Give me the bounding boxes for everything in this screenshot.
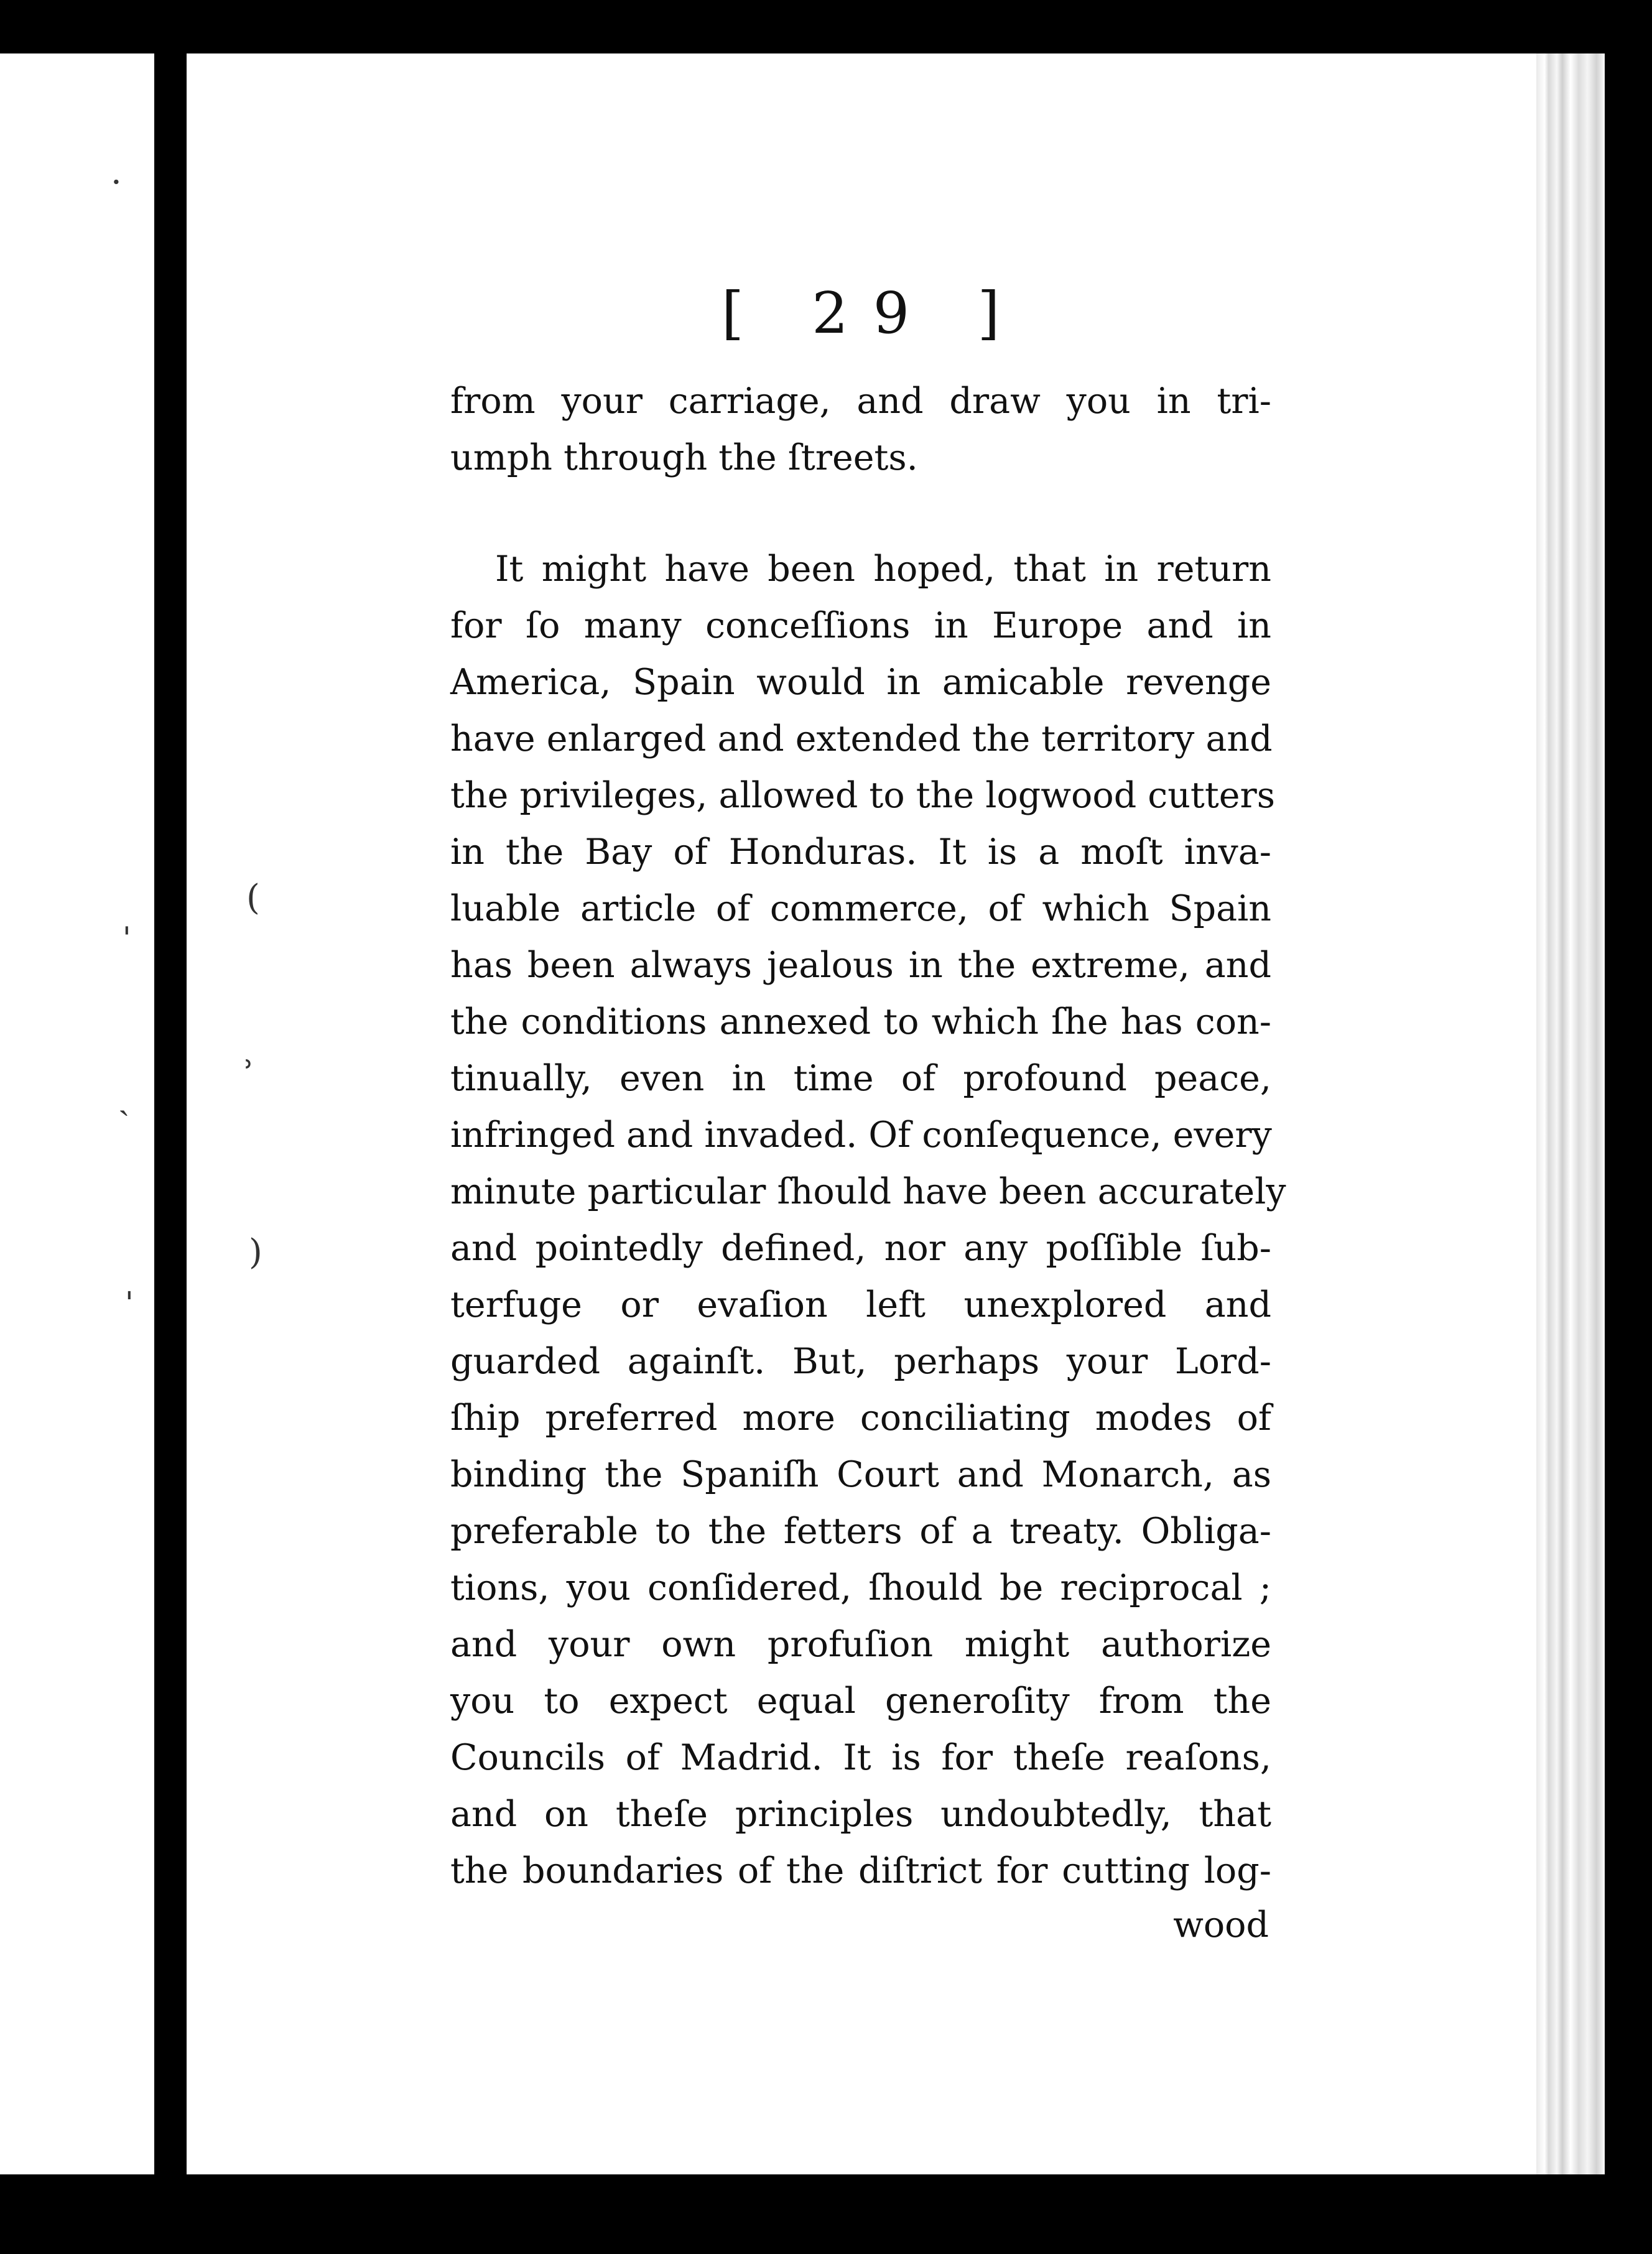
- ink-speck: ˈ: [122, 921, 132, 962]
- text-line: Councils of Madrid. It is for theſe reaſons,: [450, 1737, 1271, 1778]
- text-line: have enlarged and extended the territory and: [450, 718, 1273, 759]
- text-line: terfuge or evaſion left unexplored and: [450, 1284, 1271, 1325]
- text-line: America, Spain would in amicable revenge: [450, 662, 1271, 703]
- ink-speck: ˌ: [124, 1263, 134, 1304]
- text-line: tinually, even in time of profound peace,: [450, 1058, 1271, 1099]
- text-line: luable article of commerce, of which Spain: [450, 888, 1271, 929]
- text-line: the conditions annexed to which ſhe has con-: [450, 1001, 1271, 1042]
- text-line: tions, you conſidered, ſhould be reciprocal ;: [450, 1567, 1271, 1608]
- text-line: and on theſe principles undoubtedly, that: [450, 1794, 1271, 1835]
- text-line: It might have been hoped, that in return: [495, 549, 1271, 590]
- page-number: [ 29 ]: [722, 280, 1025, 346]
- paragraph-2: [450, 541, 1286, 1899]
- book-gutter: [154, 53, 187, 2174]
- text-line: for ſo many conceſſions in Europe and in: [450, 605, 1271, 646]
- page-edges: [1536, 53, 1605, 2174]
- text-line: has been always jealous in the extreme, and: [450, 945, 1271, 986]
- text-line: and your own profuſion might authorize: [450, 1624, 1271, 1665]
- text-line: ſhip preferred more conciliating modes of: [450, 1398, 1271, 1439]
- ink-speck: ˒: [244, 1046, 255, 1086]
- text-line: in the Bay of Honduras. It is a moſt inva-: [450, 832, 1271, 873]
- ink-speck: ·: [111, 162, 122, 203]
- text-line: the boundaries of the diſtrict for cutting log-: [450, 1850, 1271, 1891]
- text-line: minute particular ſhould have been accurately: [450, 1171, 1286, 1212]
- text-line: from your carriage, and draw you in tri-: [450, 381, 1271, 422]
- text-line: infringed and invaded. Of conſequence, every: [450, 1115, 1272, 1156]
- catchword: wood: [1173, 1904, 1269, 1946]
- paragraph-1: [450, 373, 1271, 486]
- text-line: preferable to the fetters of a treaty. Obliga-: [450, 1511, 1271, 1552]
- text-line: the privileges, allowed to the logwood cutters: [450, 775, 1275, 816]
- text-line: umph through the ſtreets.: [450, 437, 918, 478]
- ink-speck: ): [249, 1232, 262, 1273]
- text-line: binding the Spaniſh Court and Monarch, as: [450, 1454, 1271, 1495]
- text-line: and pointedly defined, nor any poſſible ſub-: [450, 1228, 1271, 1269]
- text-line: guarded againſt. But, perhaps your Lord-: [450, 1341, 1271, 1382]
- ink-speck: (: [246, 878, 260, 918]
- ink-speck: ˎ: [118, 1077, 130, 1117]
- facing-page-edge: [0, 53, 154, 2174]
- text-line: you to expect equal generoſity from the: [450, 1681, 1271, 1722]
